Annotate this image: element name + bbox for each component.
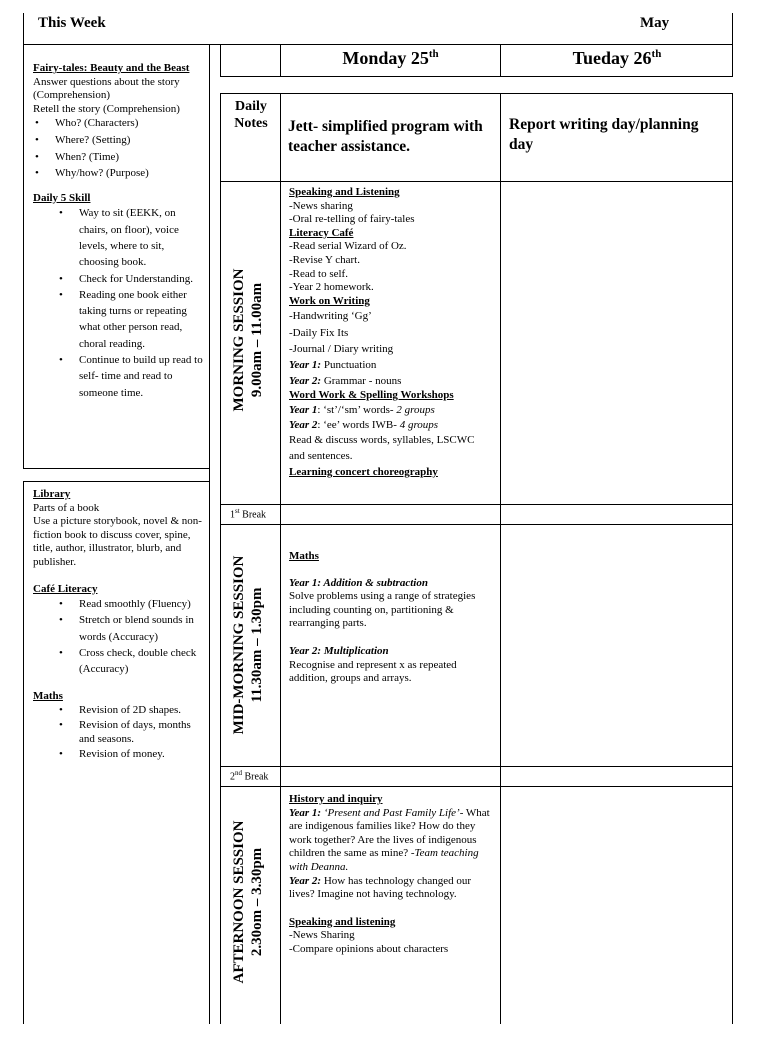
daily-notes-label: Daily Notes xyxy=(234,99,268,131)
fairy-line: Retell the story (Comprehension) xyxy=(33,102,180,115)
cafe-item: • Stretch or blend sounds in words (Accuracy) xyxy=(33,612,203,645)
speaking-title: Speaking and Listening xyxy=(289,186,400,198)
word-work-extra: Read & discuss words, syllables, LSCWC and sentences. xyxy=(289,434,475,462)
concert-title: Learning concert choreography xyxy=(289,465,438,478)
literacy-cafe-title: Literacy Café xyxy=(289,226,354,239)
morning-line: -Daily Fix Its xyxy=(289,326,349,339)
mid-year1-text: Solve problems using a range of strategies including counting on, partitioning & rearranging parts. xyxy=(289,590,476,630)
morning-line: -Year 2 homework. xyxy=(289,281,374,294)
word-work-title: Word Work & Spelling Workshops xyxy=(289,389,454,402)
morning-line: -News sharing xyxy=(289,199,353,212)
question-item: • Who? (Characters) xyxy=(33,117,203,131)
maths-title: Maths xyxy=(33,689,63,702)
afternoon-monday-cell xyxy=(281,793,499,957)
mid-year2-text: Recognise and represent x as repeated addition, groups and arrays. xyxy=(289,658,457,685)
afternoon-session-label: AFTERNOON SESSION 2.30om – 3.30pm xyxy=(231,820,265,984)
library-title: Library xyxy=(33,488,71,500)
month-label: May xyxy=(640,15,670,31)
question-item: • Where? (Setting) xyxy=(33,134,203,148)
morning-line: -Read serial Wizard of Oz. xyxy=(289,240,407,253)
morning-line: -Revise Y chart. xyxy=(289,253,360,266)
history-title: History and inquiry xyxy=(289,793,383,805)
maths-item: • Revision of 2D shapes. xyxy=(33,703,203,718)
cafe-item: • Cross check, double check (Accuracy) xyxy=(33,645,203,678)
break-1-label: 1st Break xyxy=(230,507,267,521)
maths-item: • Revision of days, months and seasons. xyxy=(33,718,203,747)
day-tuesday: Tueday 26th xyxy=(572,48,662,68)
skill-item: • Reading one book either taking turns or repeating what other person read, choral reading. xyxy=(33,287,203,352)
mid-maths-title: Maths xyxy=(289,550,319,562)
year2-grammar: Year 2: Grammar - nouns xyxy=(289,375,402,388)
mid-morning-session-label: MID-MORNING SESSION 11.30am – 1.30pm xyxy=(231,555,265,735)
afternoon-speaking-title: Speaking and listening xyxy=(289,915,396,928)
day-monday: Monday 25th xyxy=(342,48,439,68)
left-box-fairy-tales xyxy=(23,44,210,469)
afternoon-year1: Year 1: ‘Present and Past Family Life’- What are indigenous families like? How do they work together? Are the lives of indigenous children the same as mine? -Team teaching with Deanna. xyxy=(289,806,490,873)
word-work-year1: Year 1: ‘st’/‘sm’ words- 2 groups xyxy=(289,403,435,416)
fairy-tales-title: Fairy-tales: Beauty and the Beast xyxy=(33,62,190,74)
daily5-title: Daily 5 Skill xyxy=(33,191,91,204)
break-2-label: 2nd Break xyxy=(230,769,269,783)
skill-item: • Way to sit (EEKK, on chairs, on floor), voice levels, where to sit, choosing book. xyxy=(33,205,203,270)
mid-year2-label: Year 2: Multiplication xyxy=(289,644,389,657)
skill-item: • Check for Understanding. xyxy=(33,271,203,287)
year1-punctuation: Year 1: Punctuation xyxy=(289,358,377,371)
morning-line: -Read to self. xyxy=(289,267,348,280)
afternoon-year2: Year 2: How has technology changed our lives? Imagine not having technology. xyxy=(289,874,472,901)
question-item: • Why/how? (Purpose) xyxy=(33,167,203,181)
afternoon-line: -Compare opinions about characters xyxy=(289,942,449,955)
maths-item: • Revision of money. xyxy=(33,747,203,762)
afternoon-line: -News Sharing xyxy=(289,929,355,942)
morning-line: -Journal / Diary writing xyxy=(289,342,394,355)
morning-line: -Oral re-telling of fairy-tales xyxy=(289,213,415,226)
library-line: Use a picture storybook, novel & non-fiction book to discuss cover, spine, title, author, illustrator, blurb, and publisher. xyxy=(33,515,202,568)
this-week-label: This Week xyxy=(38,15,106,31)
morning-session-label: MORNING SESSION 9.00am – 11.00am xyxy=(231,268,265,412)
morning-line: -Handwriting ‘Gg’ xyxy=(289,310,372,323)
work-on-writing-title: Work on Writing xyxy=(289,294,370,307)
cafe-literacy-title: Café Literacy xyxy=(33,582,98,595)
question-item: • When? (Time) xyxy=(33,151,203,165)
monday-daily-note: Jett- simplified program with teacher assistance. xyxy=(288,118,483,155)
fairy-line: Answer questions about the story (Comprehension) xyxy=(33,75,180,102)
cafe-item: • Read smoothly (Fluency) xyxy=(33,596,203,612)
morning-monday-cell xyxy=(281,186,499,479)
skill-item: • Continue to build up read to self- time and read to someone time. xyxy=(33,352,203,401)
word-work-year2: Year 2: ‘ee’ words IWB- 4 groups xyxy=(289,419,439,432)
tuesday-daily-note: Report writing day/planning day xyxy=(509,116,699,153)
mid-monday-cell xyxy=(281,550,499,686)
mid-year1-label: Year 1: Addition & subtraction xyxy=(289,576,428,589)
library-line: Parts of a book xyxy=(33,501,100,514)
left-box-library xyxy=(23,481,210,1024)
